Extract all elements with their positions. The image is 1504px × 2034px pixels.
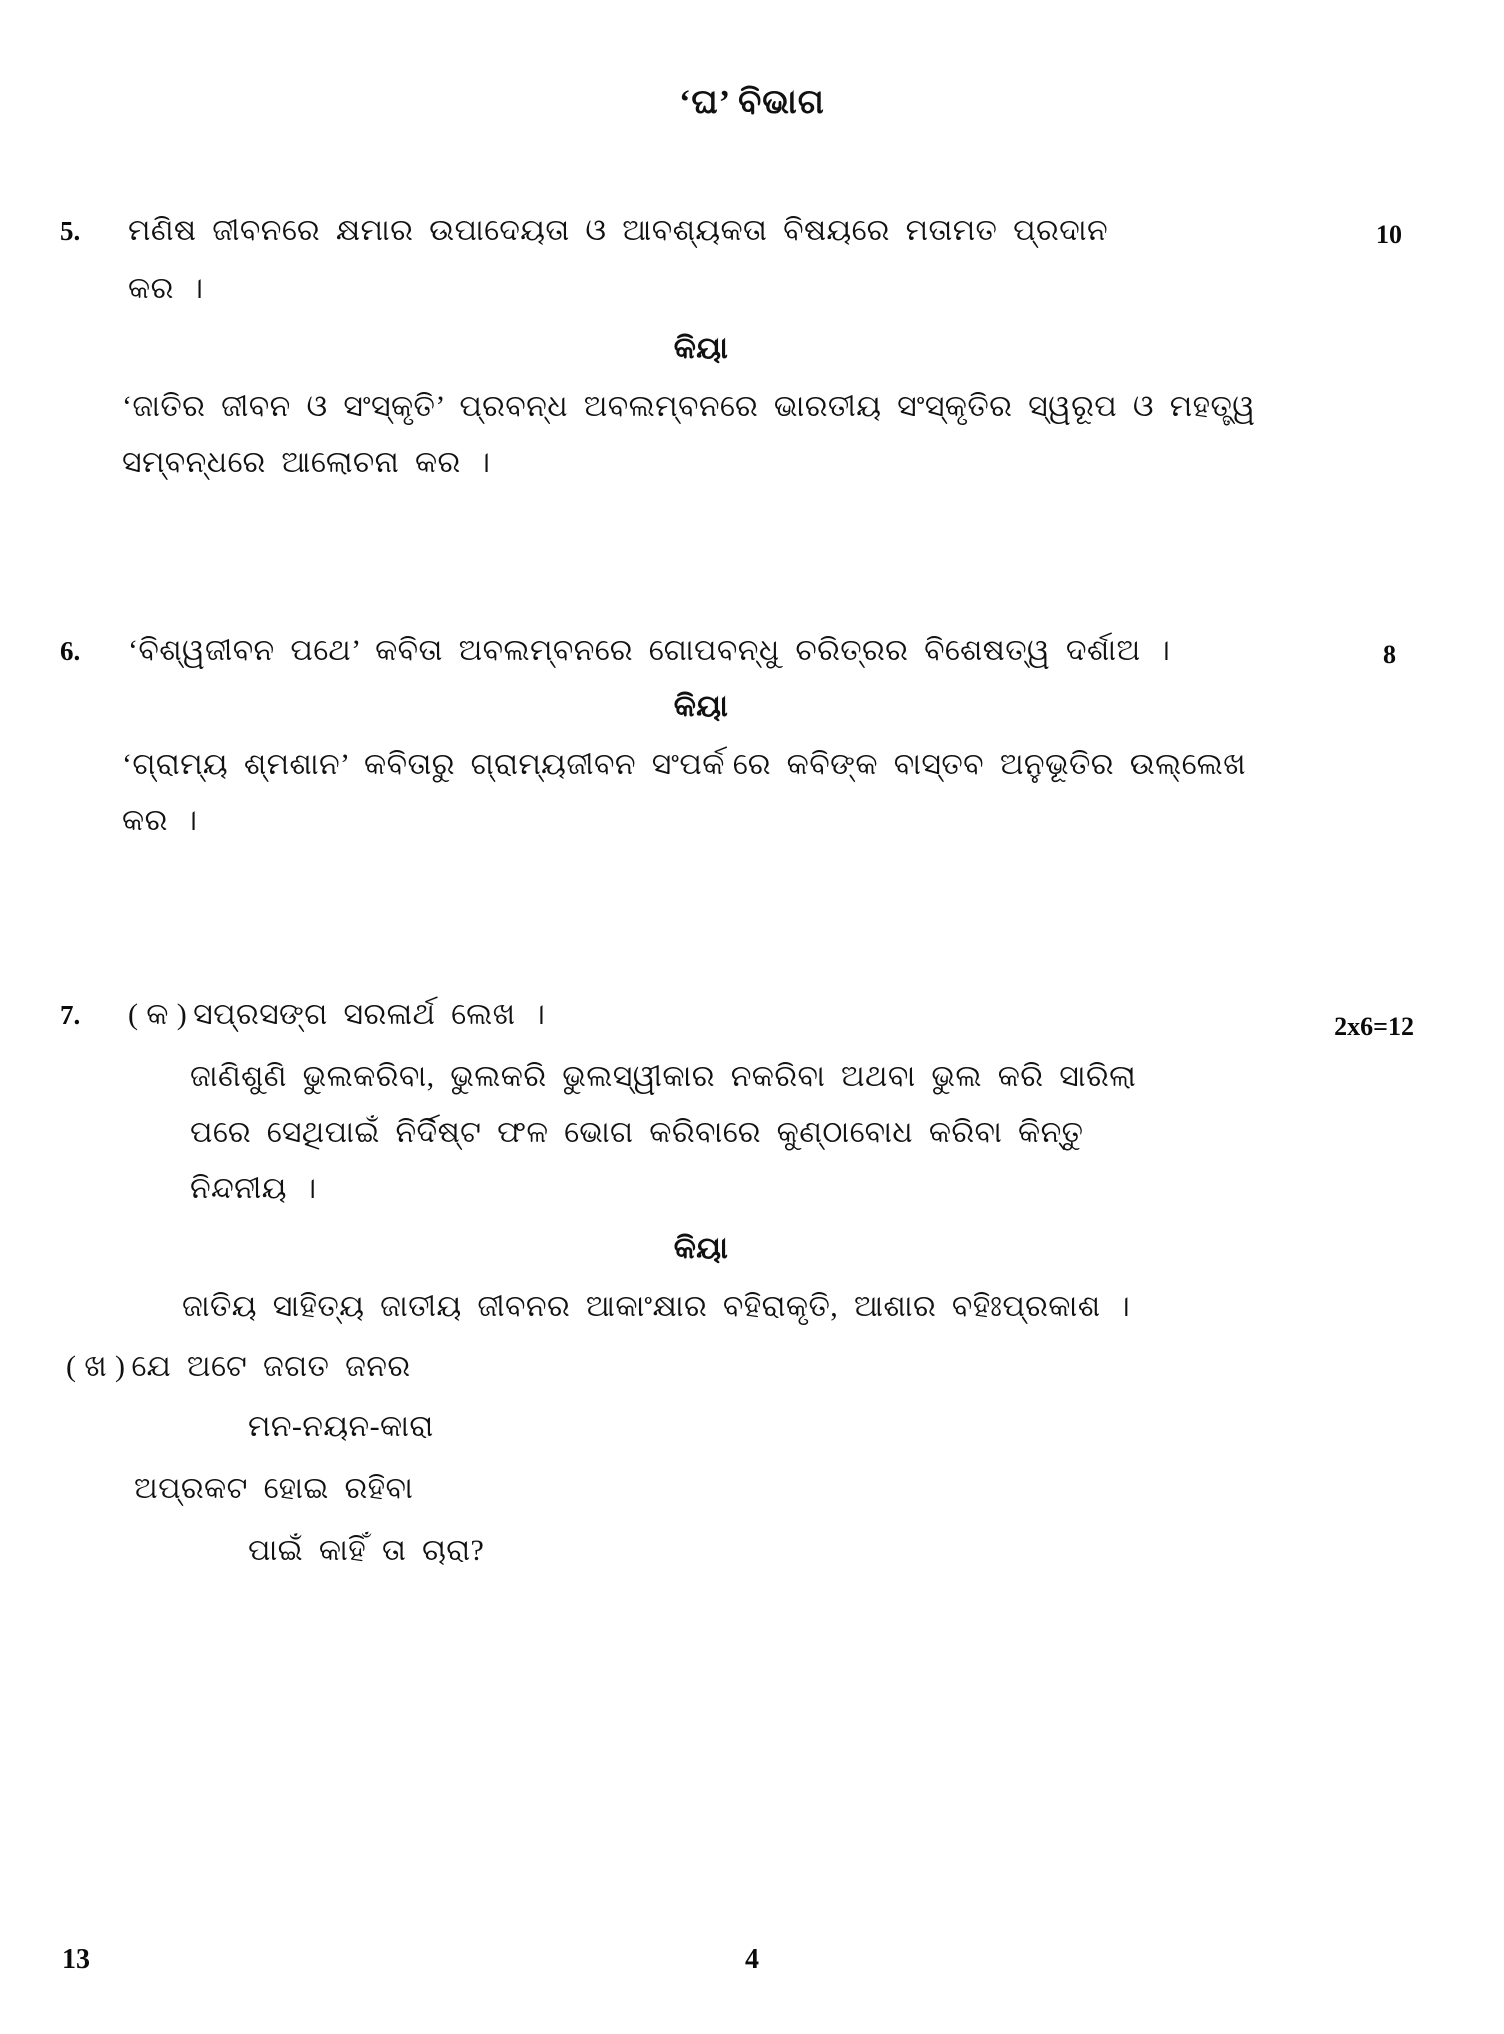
- question-7-part-a-instruction: ସପ୍ରସଙ୍ଗ ସରଳାର୍ଥ ଲେଖ ।: [193, 998, 546, 1031]
- question-7-part-a-passage: [190, 1062, 1444, 1204]
- question-6-or-label: କିୟା: [673, 690, 729, 723]
- question-7-number: 7.: [60, 1000, 81, 1030]
- question-6-alt-line-1: ‘ଗ୍ରାମ୍ୟ ଶ୍ମଶାନ’ କବିତାରୁ ଗ୍ରାମ୍ୟଜୀବନ ସଂପର୍କ ରେ କବିଙ୍କ ବାସ୍ତବ ଅନୁଭୂତିର ଉଲ୍ଲେଖ: [122, 748, 1246, 781]
- poem-line-4: ପାଇଁ କାହିଁ ତା ଚାରା?: [248, 1534, 485, 1567]
- question-6: [60, 636, 1444, 836]
- question-6-line-1: ‘ବିଶ୍ୱଜୀବନ ପଥେ’ କବିତା ଅବଲମ୍ବନରେ ଗୋପବନ୍ଧୁ ଚରିତ୍ରର ବିଶେଷତ୍ୱ ଦର୍ଶାଅ ।: [128, 634, 1171, 667]
- footer-page-number: 4: [745, 1944, 759, 1975]
- question-7-part-a-header: [128, 1000, 1444, 1030]
- poem-line-3: ଅପ୍ରକଟ ହୋଇ ରହିବା: [134, 1472, 414, 1505]
- passage-line-2: ପରେ ସେଥିପାଇଁ ନିର୍ଦିଷ୍ଟ ଫଳ ଭୋଗ କରିବାରେ କୁଣ୍ଠାବୋଧ କରିବା କିନ୍ତୁ: [190, 1116, 1084, 1149]
- question-5-alt-line-1: ‘ଜାତିର ଜୀବନ ଓ ସଂସ୍କୃତି’ ପ୍ରବନ୍ଧ ଅବଲମ୍ବନରେ ଭାରତୀୟ ସଂସ୍କୃତିର ସ୍ୱରୂପ ଓ ମହତ୍ତ୍ୱ: [122, 390, 1256, 423]
- footer-left-number: 13: [62, 1944, 90, 1975]
- question-7: [60, 1000, 1444, 1566]
- poem-line-1: ଯେ ଅଟେ ଜଗତ ଜନର: [131, 1350, 411, 1383]
- question-5-body: [122, 214, 1444, 479]
- question-7-part-b-label: ( ଖ ): [66, 1350, 126, 1383]
- question-5-marks: 10: [1376, 220, 1402, 249]
- question-7-or-label: କିୟା: [673, 1232, 729, 1265]
- question-6-marks: 8: [1383, 640, 1396, 669]
- question-5: [60, 216, 1444, 478]
- section-heading: ‘ଘ’ ବିଭାଗ: [679, 84, 825, 121]
- question-5-number: 5.: [60, 216, 81, 246]
- question-7-part-a-alt-line-1: ଜାତିୟ ସାହିତ୍ୟ ଜାତୀୟ ଜୀବନର ଆକାଂକ୍ଷାର ବହିରାକୃତି, ଆଶାର ବହିଃପ୍ରକାଶ ।: [182, 1290, 1131, 1323]
- question-6-alt-line-2: କର ।: [122, 804, 198, 837]
- question-7-marks: 2x6=12: [1334, 1012, 1414, 1041]
- question-7-part-b-header: [66, 1352, 1444, 1382]
- passage-line-3: ନିନ୍ଦନୀୟ ।: [190, 1172, 317, 1205]
- question-6-number: 6.: [60, 636, 81, 666]
- question-6-body: [122, 634, 1444, 837]
- question-5-line-1: ମଣିଷ ଜୀବନରେ କ୍ଷମାର ଉପାଦେୟତା ଓ ଆବଶ୍ୟକତା ବିଷୟରେ ମତାମତ ପ୍ରଦାନ: [128, 214, 1109, 247]
- poem-line-2: ମନ-ନୟନ-କାରା: [248, 1410, 434, 1443]
- passage-line-1: ଜାଣିଶୁଣି ଭୁଲକରିବା, ଭୁଲକରି ଭୁଲସ୍ୱୀକାର ନକରିବା ଅଥବା ଭୁଲ କରି ସାରିଲା: [190, 1060, 1137, 1093]
- question-5-or-label: କିୟା: [673, 332, 729, 365]
- question-5-alt-line-2: ସମ୍ବନ୍ଧରେ ଆଲୋଚନା କର ।: [122, 446, 491, 479]
- question-7-part-a-label: ( କ ): [128, 998, 188, 1031]
- question-5-line-2: କର ।: [128, 272, 204, 305]
- question-7-body: [66, 998, 1444, 1567]
